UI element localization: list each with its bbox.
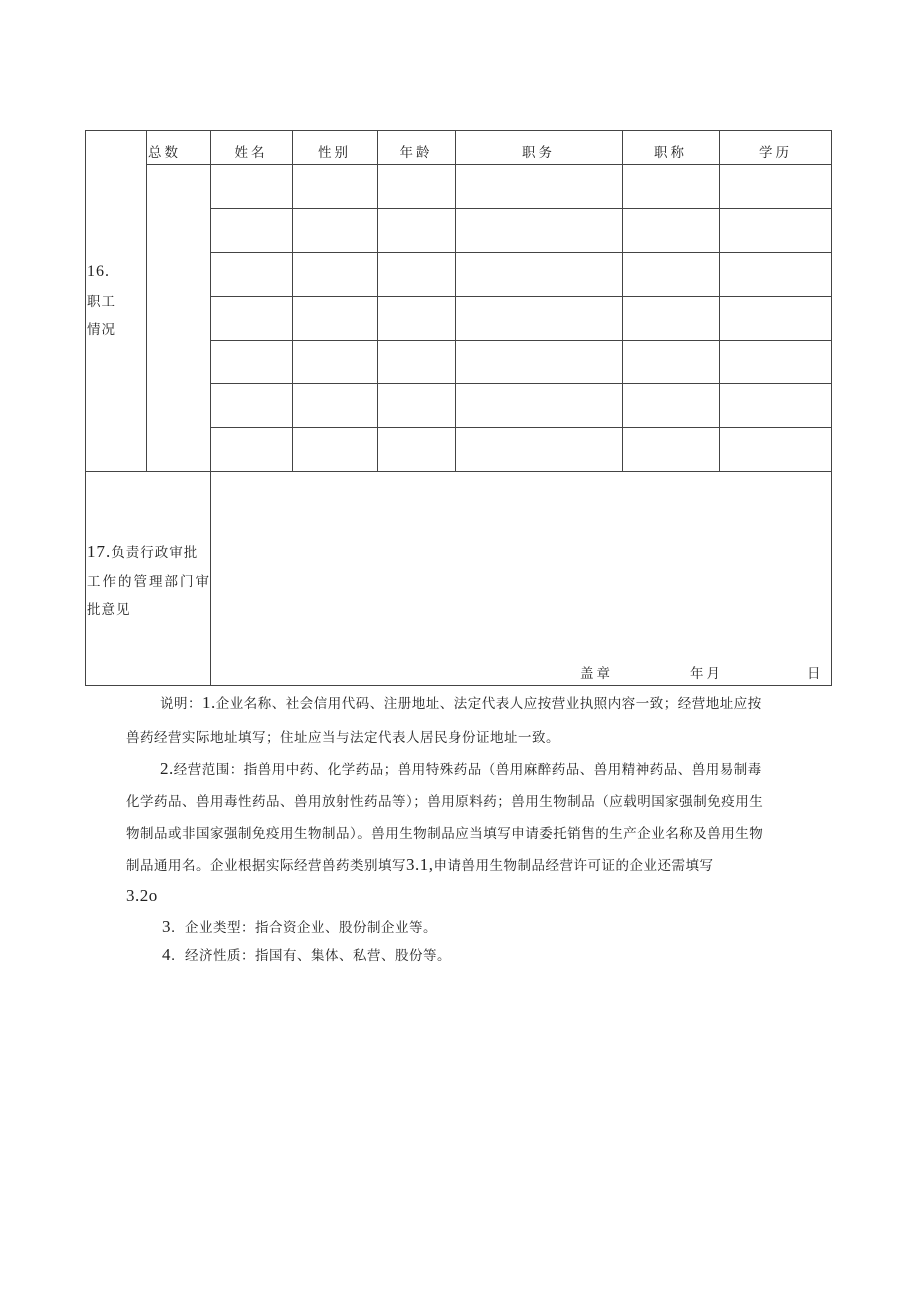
note-1-line2: 兽药经营实际地址填写；住址应当与法定代表人居民身份证地址一致。 [126,730,560,746]
day-label: 日 [807,666,822,682]
note-4: 4．经济性质：指国有、集体、私营、股份等。 [162,945,451,964]
application-form-table [85,130,832,685]
row-divider [210,208,832,209]
header-row-bottom [146,164,832,165]
note-2-line5: 3.2o [126,886,158,905]
section-17-label-line1: 17.负责行政审批 [87,542,199,561]
name-column-left [210,130,211,685]
table-right-border [831,130,832,685]
column-divider [622,130,623,471]
year-month-label: 年月 [690,666,723,682]
section-divider [85,471,832,472]
note-3: 3．企业类型：指合资企业、股份制企业等。 [162,917,437,936]
note-2-line4: 制品通用名。企业根据实际经营兽药类别填写3.1,申请兽用生物制品经营许可证的企业还需填写 [126,855,714,874]
note-2-line1: 2.经营范围：指兽用中药、化学药品；兽用特殊药品（兽用麻醉药品、兽用精神药品、兽用易制毒 [160,759,762,778]
row-divider [210,296,832,297]
header-position: 职务 [522,145,555,161]
row-divider [210,340,832,341]
section-16-label-line2: 情况 [87,322,116,338]
section-17-label-line3: 批意见 [87,602,131,618]
note-1-line1: 说明：1.企业名称、社会信用代码、注册地址、法定代表人应按营业执照内容一致；经营地址应按 [160,693,762,712]
header-title: 职称 [654,145,687,161]
header-age: 年龄 [399,145,433,161]
total-column-left [146,130,147,471]
header-education: 学历 [759,145,792,161]
section-17-label-line2: 工作的管理部门审 [87,574,211,590]
row-divider [210,427,832,428]
column-divider [719,130,720,471]
column-divider [292,130,293,471]
header-name: 姓名 [234,145,268,161]
note-2-line2: 化学药品、兽用毒性药品、兽用放射性药品等）；兽用原料药；兽用生物制品（应载明国家强制免疫用生 [126,794,764,810]
stamp-label: 盖章 [580,666,613,682]
row-divider [210,383,832,384]
column-divider [377,130,378,471]
section-16-number: 16. [87,263,110,280]
note-2-line3: 物制品或非国家强制免疫用生物制品）。兽用生物制品应当填写申请委托销售的生产企业名称及兽用生物 [126,826,764,842]
header-gender: 性别 [318,145,351,161]
row-divider [210,252,832,253]
table-bottom-border [85,685,832,686]
section-16-label-line1: 职工 [87,294,116,310]
header-total: 总数 [148,145,181,161]
column-divider [455,130,456,471]
table-left-border [85,130,86,685]
